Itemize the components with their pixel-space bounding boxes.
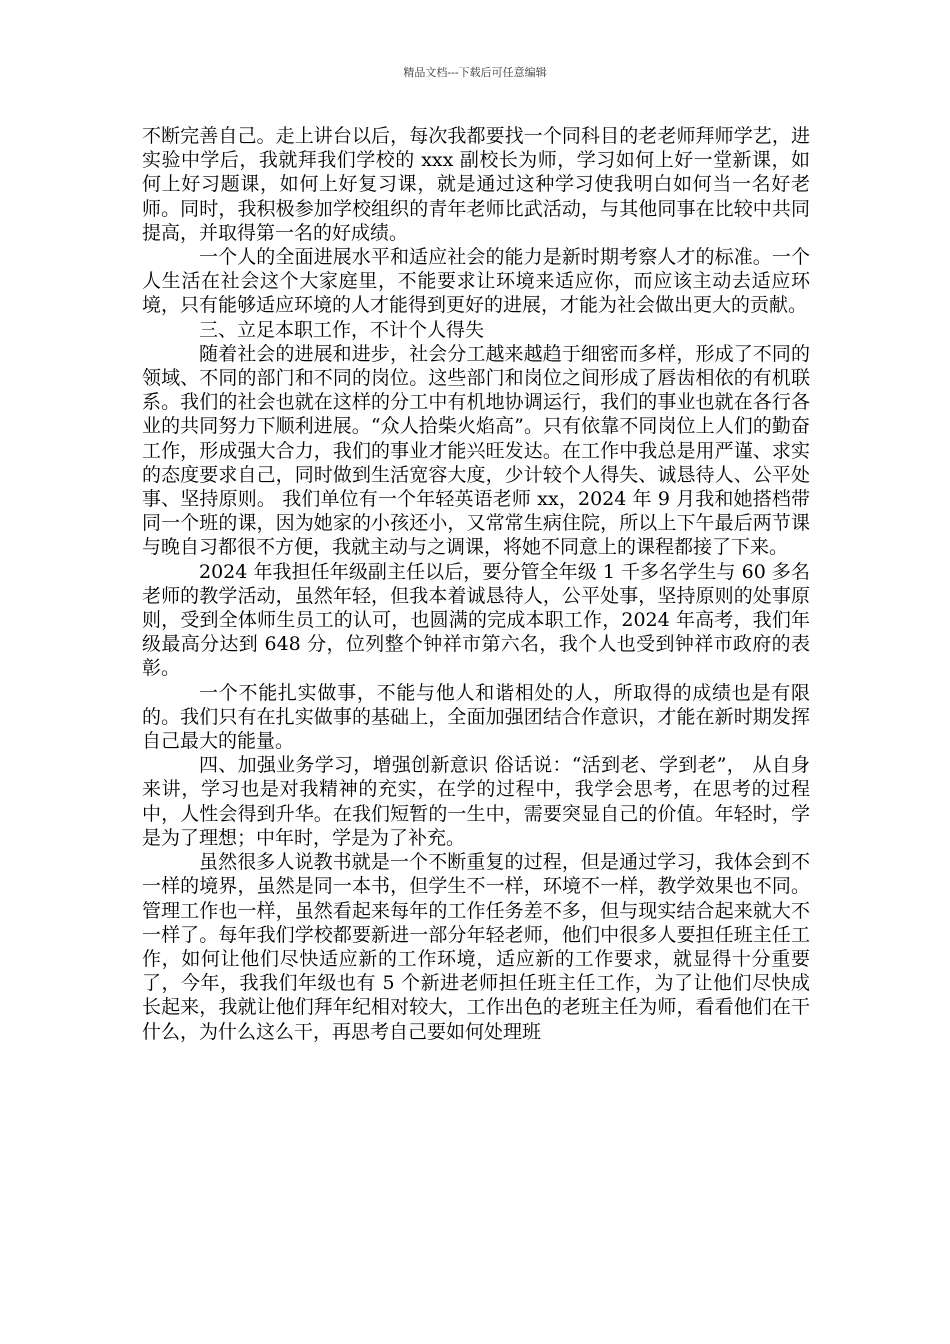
- section-heading-paragraph: 四、加强业务学习，增强创新意识 俗话说：“活到老、学到老”， 从自身来讲，学习也是对我精神的充实，在学的过程中，我学会思考，在思考的过程中，人性会得到升华。在我们短暂的一生中，需要突显自己的价值。年轻时，学是为了理想；中年时，学是为了补充。: [142, 754, 810, 849]
- document-body: [142, 124, 810, 1044]
- paragraph: 一个人的全面进展水平和适应社会的能力是新时期考察人才的标准。一个人生活在社会这个大家庭里，不能要求让环境来适应你，而应该主动去适应环境，只有能够适应环境的人才能得到更好的进展，才能为社会做出更大的贡献。: [142, 246, 810, 317]
- section-heading: 三、立足本职工作，不计个人得失: [199, 318, 485, 341]
- paragraph: 一个不能扎实做事，不能与他人和谐相处的人，所取得的成绩也是有限的。我们只有在扎实做事的基础上，全面加强团结合作意识，才能在新时期发挥自己最大的能量。: [142, 681, 810, 753]
- paragraph-continuation: 不断完善自己。走上讲台以后，每次我都要找一个同科目的老老师拜师学艺，进实验中学后，我就拜我们学校的 xxx 副校长为师，学习如何上好一堂新课，如何上好习题课，如何上好复习课，就是通过这种学习使我明白如何当一名好老师。同时，我积极参加学校组织的青年老师比武活动，与其他同事在比较中共同提高，并取得第一名的好成绩。: [142, 125, 810, 244]
- paragraph: 2024 年我担任年级副主任以后，要分管全年级 1 千多名学生与 60 多名老师的教学活动，虽然年轻，但我本着诚恳待人，公平处事，坚持原则的处事原则，受到全体师生员工的认可，也圆满的完成本职工作，2024 年高考，我们年级最高分达到 648 分，位列整个钟祥市第六名，我个人也受到钟祥市政府的表彰。: [142, 560, 810, 680]
- paragraph: 虽然很多人说教书就是一个不断重复的过程，但是通过学习，我体会到不一样的境界，虽然是同一本书，但学生不一样，环境不一样，教学效果也不同。管理工作也一样，虽然看起来每年的工作任务差不多，但与现实结合起来就大不一样了。每年我们学校都要新进一部分年轻老师，他们中很多人要担任班主任工作，如何让他们尽快适应新的工作环境，适应新的工作要求，就显得十分重要了，今年，我我们年级也有 5 个新进老师担任班主任工作，为了让他们尽快成长起来，我就让他们拜年纪相对较大，工作出色的老班主任为师，看看他们在干什么，为什么这么干，再思考自己要如何处理班: [142, 851, 810, 1043]
- paragraph: 随着社会的进展和进步，社会分工越来越趋于细密而多样，形成了不同的领域、不同的部门和不同的岗位。这些部门和岗位之间形成了唇齿相依的有机联系。我们的社会也就在这样的分工中有机地协调运行，我们的事业也就在各行各业的共同努力下顺利进展。“众人拾柴火焰高”。只有依靠不同岗位上人们的勤奋工作，形成强大合力，我们的事业才能兴旺发达。在工作中我总是用严谨、求实的态度要求自己，同时做到生活宽容大度，少计较个人得失、诚恳待人、公平处事、坚持原则。 我们单位有一个年轻英语老师 xx，2024 年 9 月我和她搭档带同一个班的课，因为她家的小孩还小，又常常生病住院，所以上下午最后两节课与晚自习都很不方便，我就主动与之调课，将她不同意上的课程都接了下来。: [142, 342, 810, 559]
- page-header: 精品文档---下载后可任意编辑: [403, 66, 547, 79]
